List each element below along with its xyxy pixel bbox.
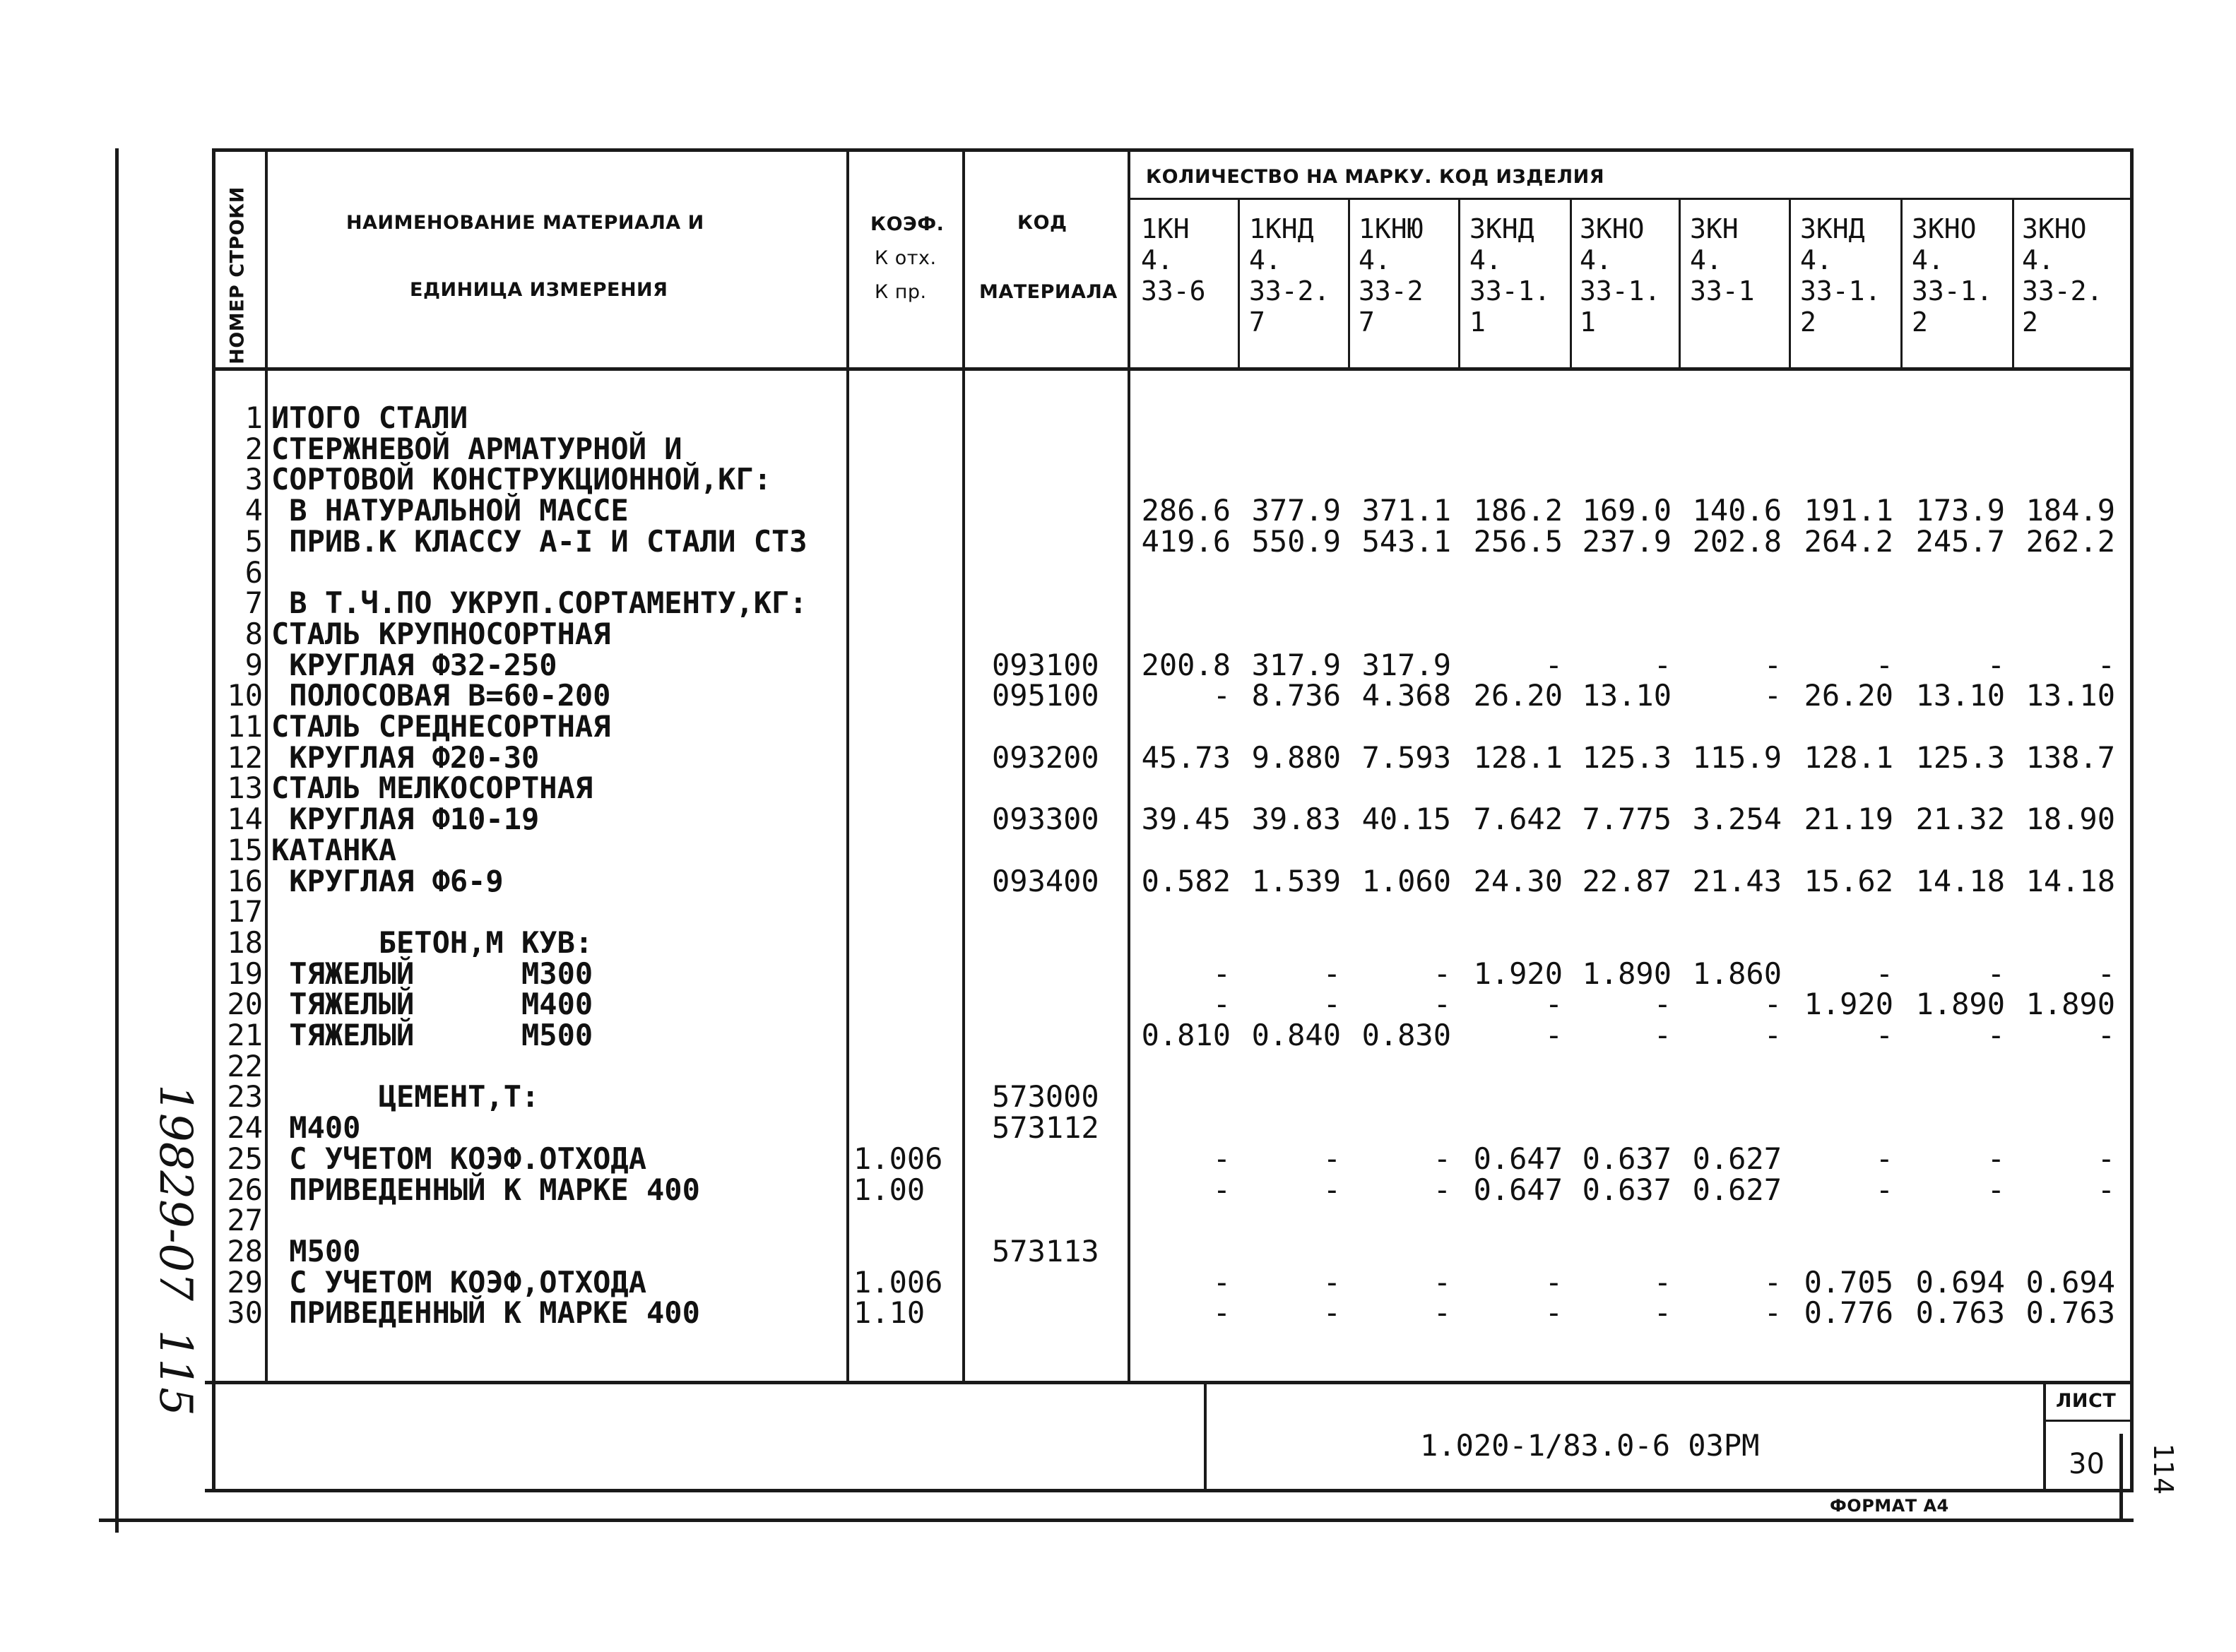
row-number: 2 <box>244 431 263 466</box>
quantity-cell: 0.763 <box>2025 1295 2115 1331</box>
quantity-cell: 128.1 <box>1473 739 1563 775</box>
quantity-cell: - <box>2097 1018 2115 1052</box>
quantity-cell: - <box>1212 1295 1231 1331</box>
quantity-cell: - <box>1323 1141 1341 1176</box>
quantity-cell: - <box>1987 1141 2005 1176</box>
quantity-cell: - <box>1875 1018 1893 1052</box>
row-number: 18 <box>227 925 263 960</box>
quantity-cell: 0.694 <box>2025 1264 2115 1300</box>
quantity-cell: - <box>1987 1172 2005 1207</box>
table-row <box>0 773 2236 804</box>
quantity-cell: - <box>2097 956 2115 991</box>
quantity-cell: - <box>1544 1018 1563 1052</box>
table-row <box>0 680 2236 711</box>
mark-header-2: 1КНД 4. 33-2. 7 <box>1249 213 1330 338</box>
quantity-cell: 0.694 <box>1915 1264 2005 1300</box>
quantity-cell: - <box>1323 1264 1341 1300</box>
quantity-cell: - <box>1212 1172 1231 1207</box>
material-name: СОРТОВОЙ КОНСТРУКЦИОННОЙ,КГ: <box>271 462 772 497</box>
row-number: 30 <box>227 1295 263 1331</box>
quantity-cell: 26.20 <box>1804 678 1893 713</box>
quantity-cell: 8.736 <box>1251 678 1341 713</box>
quantity-cell: 13.10 <box>2025 678 2115 713</box>
row-number: 7 <box>244 586 263 621</box>
quantity-header: КОЛИЧЕСТВО НА МАРКУ. КОД ИЗДЕЛИЯ <box>1146 166 1605 188</box>
material-name: М500 <box>271 1233 361 1268</box>
quantity-cell: 21.32 <box>1915 802 2005 837</box>
table-row <box>0 1264 2236 1300</box>
quantity-cell: 202.8 <box>1692 523 1782 559</box>
format-label: ФОРМАТ А4 <box>1830 1496 1949 1516</box>
quantity-cell: - <box>1653 647 1672 682</box>
quantity-cell: - <box>1212 956 1231 991</box>
quantity-cell: 0.830 <box>1361 1018 1451 1052</box>
quantity-cell: 371.1 <box>1361 493 1451 528</box>
row-number: 6 <box>244 554 263 590</box>
quantity-cell: 15.62 <box>1804 863 1893 898</box>
side-number: 114 <box>2148 1443 2179 1495</box>
quantity-cell: 419.6 <box>1141 523 1231 559</box>
row-number: 29 <box>227 1264 263 1300</box>
table-row <box>0 927 2236 958</box>
quantity-cell: - <box>1433 1264 1451 1300</box>
row-number: 27 <box>227 1203 263 1238</box>
quantity-cell: 39.83 <box>1251 802 1341 837</box>
quantity-cell: - <box>1653 1018 1672 1052</box>
sheet-number: 30 <box>2069 1448 2105 1480</box>
table-row <box>0 647 2236 682</box>
quantity-cell: 0.637 <box>1582 1141 1672 1176</box>
quantity-cell: - <box>1433 956 1451 991</box>
quantity-cell: 0.705 <box>1804 1264 1893 1300</box>
quantity-cell: 140.6 <box>1692 493 1782 528</box>
table-row <box>0 896 2236 927</box>
quantity-cell: - <box>1763 678 1782 713</box>
quantity-cell: - <box>1875 1141 1893 1176</box>
table-row <box>0 616 2236 651</box>
quantity-cell: 138.7 <box>2025 739 2115 775</box>
table-row <box>0 1110 2236 1146</box>
quantity-cell: - <box>1987 956 2005 991</box>
row-number: 4 <box>244 493 263 528</box>
quantity-cell: 128.1 <box>1804 739 1893 775</box>
koef-header-line3: К пр. <box>875 281 927 303</box>
table-row <box>0 1172 2236 1207</box>
quantity-cell: 0.627 <box>1692 1172 1782 1207</box>
quantity-cell: 14.18 <box>1915 863 2005 898</box>
table-row <box>0 431 2236 466</box>
margin-handwritten-note: 19829-07 115 <box>149 1084 201 1416</box>
quantity-cell: - <box>1875 647 1893 682</box>
quantity-cell: 169.0 <box>1582 493 1672 528</box>
row-number: 11 <box>227 709 263 744</box>
quantity-cell: - <box>2097 1172 2115 1207</box>
quantity-cell: 377.9 <box>1251 493 1341 528</box>
mark-header-8: 3КНО 4. 33-1. 2 <box>1912 213 1993 338</box>
table-row <box>0 1143 2236 1175</box>
quantity-cell: - <box>1433 1295 1451 1331</box>
name-header-line2: ЕДИНИЦА ИЗМЕРЕНИЯ <box>410 279 668 301</box>
quantity-cell: - <box>1875 1172 1893 1207</box>
quantity-cell: 1.890 <box>1915 987 2005 1022</box>
quantity-cell: 237.9 <box>1582 523 1672 559</box>
table-row <box>0 804 2236 835</box>
table-row <box>0 989 2236 1020</box>
quantity-cell: - <box>1212 678 1231 713</box>
koef-value: 1.006 <box>853 1141 943 1176</box>
material-name: В Т.Ч.ПО УКРУП.СОРТАМЕНТУ,КГ: <box>271 586 808 621</box>
mark-header-4: 3КНД 4. 33-1. 1 <box>1469 213 1551 338</box>
row-number: 1 <box>244 400 263 435</box>
quantity-cell: 9.880 <box>1251 739 1341 775</box>
koef-value: 1.10 <box>853 1295 925 1331</box>
quantity-cell: 1.920 <box>1473 956 1563 991</box>
quantity-cell: 264.2 <box>1804 523 1893 559</box>
name-header-line1: НАИМЕНОВАНИЕ МАТЕРИАЛА И <box>346 212 704 234</box>
quantity-cell: 125.3 <box>1582 739 1672 775</box>
quantity-cell: 1.539 <box>1251 863 1341 898</box>
quantity-cell: 40.15 <box>1361 802 1451 837</box>
quantity-cell: - <box>1212 1141 1231 1176</box>
quantity-cell: 115.9 <box>1692 739 1782 775</box>
mark-header-9: 3КНО 4. 33-2. 2 <box>2022 213 2103 338</box>
quantity-cell: - <box>2097 647 2115 682</box>
table-row <box>0 832 2236 867</box>
quantity-cell: 0.647 <box>1473 1141 1563 1176</box>
quantity-cell: - <box>1544 647 1563 682</box>
quantity-cell: 200.8 <box>1141 647 1231 682</box>
material-code: 573112 <box>992 1110 1099 1146</box>
material-name: СТАЛЬ КРУПНОСОРТНАЯ <box>271 616 611 651</box>
quantity-cell: - <box>1544 1264 1563 1300</box>
table-row <box>0 1233 2236 1268</box>
koef-header-line2: К отх. <box>875 247 937 269</box>
row-number: 26 <box>227 1172 263 1207</box>
row-number: 21 <box>227 1018 263 1052</box>
row-number: 28 <box>227 1233 263 1268</box>
row-number: 14 <box>227 802 263 837</box>
table-row <box>0 588 2236 619</box>
quantity-cell: 0.647 <box>1473 1172 1563 1207</box>
row-number: 16 <box>227 863 263 898</box>
quantity-cell: - <box>1212 1264 1231 1300</box>
quantity-cell: - <box>1323 1295 1341 1331</box>
table-row <box>0 1048 2236 1083</box>
quantity-cell: - <box>1875 956 1893 991</box>
quantity-cell: 543.1 <box>1361 523 1451 559</box>
quantity-cell: 39.45 <box>1141 802 1231 837</box>
material-name: В НАТУРАЛЬНОЙ МАССЕ <box>271 493 629 528</box>
quantity-cell: - <box>1987 1018 2005 1052</box>
row-number-header: НОМЕР СТРОКИ <box>226 186 249 364</box>
material-name: ПРИВЕДЕННЫЙ К МАРКЕ 400 <box>271 1295 700 1331</box>
quantity-cell: - <box>1323 956 1341 991</box>
quantity-cell: - <box>1763 1264 1782 1300</box>
row-number: 5 <box>244 523 263 559</box>
table-row <box>0 1020 2236 1051</box>
row-number: 22 <box>227 1048 263 1083</box>
mark-header-1: 1КН 4. 33-6 <box>1141 213 1206 307</box>
material-name: ПРИВ.К КЛАССУ А-I И СТАЛИ СТ3 <box>271 523 808 559</box>
material-name: ПРИВЕДЕННЫЙ К МАРКЕ 400 <box>271 1172 700 1207</box>
table-row <box>0 554 2236 590</box>
material-name: ПОЛОСОВАЯ В=60-200 <box>271 678 611 713</box>
koef-value: 1.006 <box>853 1264 943 1300</box>
row-number: 13 <box>227 771 263 806</box>
quantity-cell: - <box>1433 1141 1451 1176</box>
koef-value: 1.00 <box>853 1172 925 1207</box>
row-number: 12 <box>227 739 263 775</box>
quantity-cell: - <box>1653 987 1672 1022</box>
quantity-cell: - <box>1763 1295 1782 1331</box>
quantity-cell: 7.593 <box>1361 739 1451 775</box>
quantity-cell: 24.30 <box>1473 863 1563 898</box>
row-number: 8 <box>244 616 263 651</box>
row-number: 10 <box>227 678 263 713</box>
quantity-cell: - <box>1653 1264 1672 1300</box>
row-number: 9 <box>244 647 263 682</box>
table-row <box>0 1297 2236 1329</box>
table-row <box>0 958 2236 990</box>
sheet-label: ЛИСТ <box>2056 1390 2117 1412</box>
quantity-cell: 1.060 <box>1361 863 1451 898</box>
material-name: СТЕРЖНЕВОЙ АРМАТУРНОЙ И <box>271 431 682 466</box>
quantity-cell: 0.776 <box>1804 1295 1893 1331</box>
quantity-cell: 0.582 <box>1141 863 1231 898</box>
material-name: ТЯЖЕЛЫЙ М400 <box>271 987 593 1022</box>
quantity-cell: 125.3 <box>1915 739 2005 775</box>
quantity-cell: 256.5 <box>1473 523 1563 559</box>
material-name: ЦЕМЕНТ,Т: <box>271 1079 540 1115</box>
quantity-cell: - <box>1653 1295 1672 1331</box>
quantity-cell: 0.763 <box>1915 1295 2005 1331</box>
quantity-cell: 186.2 <box>1473 493 1563 528</box>
material-name: С УЧЕТОМ КОЭФ,ОТХОДА <box>271 1264 647 1300</box>
quantity-cell: 262.2 <box>2025 523 2115 559</box>
quantity-cell: - <box>2097 1141 2115 1176</box>
quantity-cell: - <box>1212 987 1231 1022</box>
quantity-cell: 7.775 <box>1582 802 1672 837</box>
quantity-cell: 191.1 <box>1804 493 1893 528</box>
quantity-cell: 1.920 <box>1804 987 1893 1022</box>
quantity-cell: 13.10 <box>1915 678 2005 713</box>
quantity-cell: 1.890 <box>2025 987 2115 1022</box>
table-row <box>0 523 2236 559</box>
quantity-cell: 550.9 <box>1251 523 1341 559</box>
material-code: 093200 <box>992 739 1099 775</box>
row-number: 24 <box>227 1110 263 1146</box>
quantity-cell: 21.19 <box>1804 802 1893 837</box>
material-name: КРУГЛАЯ Ф32-250 <box>271 647 557 682</box>
quantity-cell: 3.254 <box>1692 802 1782 837</box>
material-name: ИТОГО СТАЛИ <box>271 400 468 435</box>
material-name: ТЯЖЕЛЫЙ М500 <box>271 1018 593 1052</box>
quantity-cell: 26.20 <box>1473 678 1563 713</box>
material-name: КРУГЛАЯ Ф20-30 <box>271 739 540 775</box>
table-row <box>0 1205 2236 1236</box>
quantity-cell: 245.7 <box>1915 523 2005 559</box>
table-row <box>0 739 2236 775</box>
material-name: КАТАНКА <box>271 832 397 867</box>
row-number: 20 <box>227 987 263 1022</box>
quantity-cell: 0.637 <box>1582 1172 1672 1207</box>
quantity-cell: 0.627 <box>1692 1141 1782 1176</box>
quantity-cell: 18.90 <box>2025 802 2115 837</box>
table-row <box>0 863 2236 898</box>
quantity-cell: - <box>1763 647 1782 682</box>
row-number: 25 <box>227 1141 263 1176</box>
quantity-cell: 184.9 <box>2025 493 2115 528</box>
quantity-cell: 0.810 <box>1141 1018 1231 1052</box>
row-number: 19 <box>227 956 263 991</box>
material-code: 093100 <box>992 647 1099 682</box>
table-row <box>0 400 2236 435</box>
quantity-cell: - <box>1763 1018 1782 1052</box>
row-number: 3 <box>244 462 263 497</box>
table-row <box>0 495 2236 526</box>
quantity-cell: 7.642 <box>1473 802 1563 837</box>
quantity-cell: - <box>1544 1295 1563 1331</box>
material-name: СТАЛЬ СРЕДНЕСОРТНАЯ <box>271 709 611 744</box>
quantity-cell: 173.9 <box>1915 493 2005 528</box>
table-row <box>0 464 2236 495</box>
quantity-cell: 0.840 <box>1251 1018 1341 1052</box>
material-name: БЕТОН,М КУВ: <box>271 925 593 960</box>
material-code: 573000 <box>992 1079 1099 1115</box>
quantity-cell: 317.9 <box>1251 647 1341 682</box>
table-row <box>0 1079 2236 1115</box>
material-code: 093300 <box>992 802 1099 837</box>
code-header-line2: МАТЕРИАЛА <box>979 281 1118 303</box>
material-code: 095100 <box>992 678 1099 713</box>
quantity-cell: 14.18 <box>2025 863 2115 898</box>
quantity-cell: - <box>1433 1172 1451 1207</box>
quantity-cell: 1.860 <box>1692 956 1782 991</box>
mark-header-6: 3КН 4. 33-1 <box>1690 213 1755 307</box>
koef-header-line1: КОЭФ. <box>870 213 945 235</box>
document-code: 1.020-1/83.0-6 03РМ <box>1420 1428 1760 1463</box>
quantity-cell: 1.890 <box>1582 956 1672 991</box>
material-name: КРУГЛАЯ Ф10-19 <box>271 802 540 837</box>
quantity-cell: 4.368 <box>1361 678 1451 713</box>
quantity-cell: - <box>1433 987 1451 1022</box>
material-name: СТАЛЬ МЕЛКОСОРТНАЯ <box>271 771 593 806</box>
mark-header-3: 1КНЮ 4. 33-2 7 <box>1359 213 1424 338</box>
material-name: М400 <box>271 1110 361 1146</box>
material-code: 573113 <box>992 1233 1099 1268</box>
row-number: 15 <box>227 832 263 867</box>
quantity-cell: 22.87 <box>1582 863 1672 898</box>
material-name: ТЯЖЕЛЫЙ М300 <box>271 956 593 991</box>
quantity-cell: - <box>1987 647 2005 682</box>
quantity-cell: 317.9 <box>1361 647 1451 682</box>
row-number: 17 <box>227 894 263 929</box>
quantity-cell: 286.6 <box>1141 493 1231 528</box>
quantity-cell: - <box>1323 987 1341 1022</box>
quantity-cell: - <box>1763 987 1782 1022</box>
quantity-cell: 13.10 <box>1582 678 1672 713</box>
material-name: КРУГЛАЯ Ф6-9 <box>271 863 504 898</box>
quantity-cell: - <box>1323 1172 1341 1207</box>
mark-header-7: 3КНД 4. 33-1. 2 <box>1800 213 1881 338</box>
material-code: 093400 <box>992 863 1099 898</box>
quantity-cell: 21.43 <box>1692 863 1782 898</box>
quantity-cell: - <box>1544 987 1563 1022</box>
quantity-cell: 45.73 <box>1141 739 1231 775</box>
mark-header-5: 3КНО 4. 33-1. 1 <box>1580 213 1661 338</box>
material-name: С УЧЕТОМ КОЭФ.ОТХОДА <box>271 1141 647 1176</box>
row-number: 23 <box>227 1079 263 1115</box>
table-row <box>0 711 2236 742</box>
code-header-line1: КОД <box>1017 212 1067 234</box>
